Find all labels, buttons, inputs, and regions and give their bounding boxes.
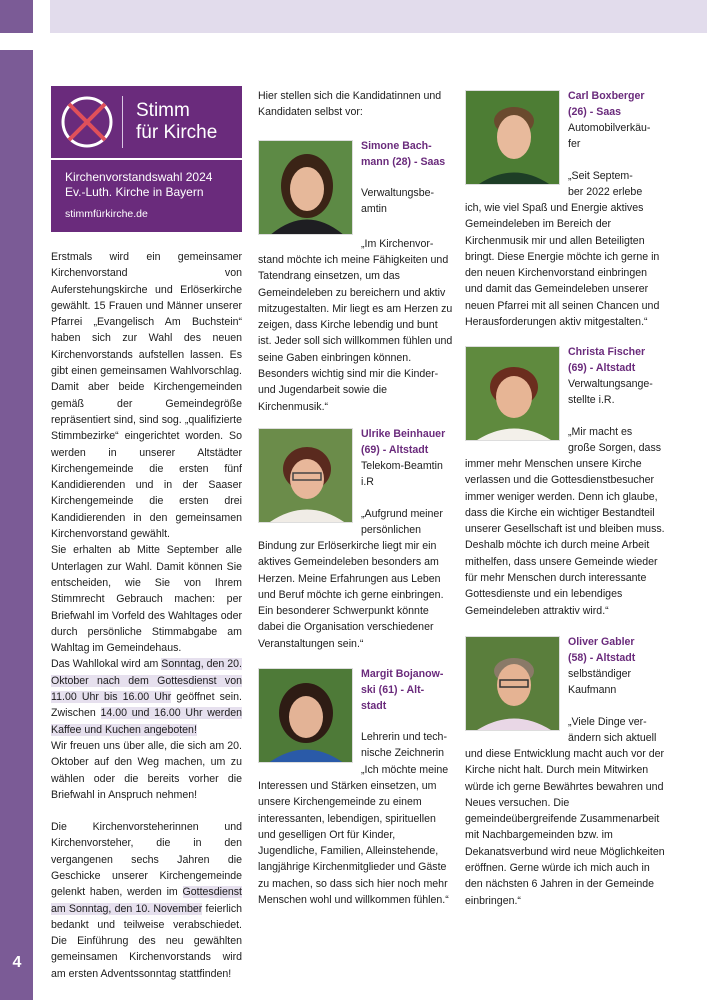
- portrait-icon: [466, 637, 560, 731]
- quote-margit: Interessen und Stärken einsetzen, um unsere Kirchengemeinde zu einem interessanten, lebendigen, spirituellen und geselligen Ort für Kinder, Jugendliche, Familien, Alleinstehende, langjährige Kirchenmitglieder und Gäste zu machen, so dass sich hier noch mehr Menschen wohl und willkommen fühlen.“: [258, 780, 449, 907]
- brand-name: [136, 100, 217, 144]
- candidate-role-carl: Automobilverkäu- fer: [568, 122, 651, 150]
- portrait-icon: [466, 91, 560, 185]
- banner-url: stimmfürkirche.de: [65, 208, 148, 220]
- candidate-name-christa: Christa Fischer (69) - Altstadt: [568, 346, 646, 374]
- quote-ulrike: Bindung zur Erlöserkirche liegt mir ein aktives Gemeindeleben besonders am Herzen. Meine Erfahrungen aus Leben und Beruf möchte ich gerne einbringen. Ein besonderer Schwerpunkt könnte dabei die Organisation verschiedener Veranstaltungen sein.“: [258, 540, 444, 650]
- highlight-date: Sonntag, den 20. Oktober nach dem Gottesdienst von 11.00 Uhr bis 16.00 Uhr: [51, 658, 242, 704]
- quote-start-carl: „Seit Septem- ber 2022 erlebe: [568, 170, 643, 199]
- candidate-role-margit: Lehrerin und tech- nische Zeichnerin: [361, 731, 447, 759]
- candidate-role-christa: Verwaltungsange- stellte i.R.: [568, 378, 653, 406]
- brand-line-1: Stimm: [136, 100, 190, 121]
- intro-paragraph-4: Wir freuen uns über alle, die sich am 20. Oktober auf den Weg machen, um zu wählen oder die bereits vorher die Briefwahl in Anspruch nehmen!: [51, 739, 242, 801]
- quote-start-margit: „Ich möchte meine: [361, 764, 449, 776]
- photo-ulrike: [258, 428, 353, 523]
- banner-title: [65, 170, 212, 200]
- candidates-intro: Hier stellen sich die Kandidatinnen und Kandidaten selbst vor:: [258, 90, 442, 119]
- candidate-name-carl: Carl Boxberger (26) - Saas: [568, 90, 645, 118]
- portrait-icon: [466, 347, 560, 441]
- intro-paragraph-1: Erstmals wird ein gemeinsamer Kirchenvorstand von Auferstehungskirche und Erlöserkirche gewählt. 15 Frauen und Männer unserer Pfarrei „Evangelisch Am Buchstein“ haben sich zur Wahl des neuen Kirchenvorstands aufstellen lassen. Es gibt einen gemeinsamen Wahlvorschlag. Damit aber beide Kirchengemeinden gemäß der Gemeindegröße repräsentiert sind, sind sog. „qualifizierte Stimmbezirke“ eingerichtet worden. So werden in unserer Altstädter Kirchengemeinde die ersten fünf Kandidierenden und in der Saaser Kirchengemeinde die ersten drei Kandidierenden in den gemeinsamen Kirchenvorstand gewählt.: [51, 251, 242, 541]
- quote-start-ulrike: „Aufgrund meiner persönlichen: [361, 508, 443, 537]
- banner-separator: [51, 158, 242, 160]
- corner-block: [0, 0, 33, 33]
- photo-oliver: [465, 636, 560, 731]
- quote-oliver: und diese Entwicklung macht auch vor der Kirche nicht halt. Durch mein Mitwirken würde ich gerne Bewährtes bewahren und Neues versuchen. Die gemeindeübergreifende Zusammenarbeit mit Nachbargemeinden bzw. im Dekanatsverbund wird neue Möglichkeiten eröffnen. Gerne würde ich mich auch in den nächsten 6 Jahren in der Gemeinde einbringen.“: [465, 748, 665, 907]
- candidate-name-ulrike: Ulrike Beinhauer (69) - Altstadt: [361, 428, 446, 456]
- photo-margit: [258, 668, 353, 763]
- portrait-icon: [259, 669, 353, 763]
- quote-simone: stand möchte ich meine Fähigkeiten und Tatendrang einsetzen, um das Gemeindeleben zu bereichern und aktiv mitzugestalten. Mir liegt es am Herzen zu zeigen, dass Kirche lebendig und bunt ist. Jeder soll sich willkommen fühlen und seine Gaben einbringen können. Besonders wichtig sind mir die Kinder- und Jugendarbeit sowie die Kirchenmusik.“: [258, 254, 453, 413]
- candidate-name-simone: Simone Bach- mann (28) - Saas: [361, 140, 446, 168]
- photo-christa: [465, 346, 560, 441]
- intro-paragraph-5: Die Kirchenvorsteherinnen und Kirchenvorsteher, die in den vergangenen sechs Jahren die Geschicke unserer Kirchengemeinde gelenkt haben, werden im Gottesdienst am Sonntag, den 10. November feierlich bedankt und teilweise verabschiedet. Die Einführung des neu gewählten gemeinsamen Kirchenvorstands wird am ersten Adventssonntag stattfinden!: [51, 821, 243, 980]
- portrait-icon: [259, 429, 353, 523]
- quote-start-oliver: „Viele Dinge ver- ändern sich aktuell: [568, 716, 657, 745]
- brand-line-2: für Kirche: [136, 122, 218, 143]
- banner-divider: [122, 96, 123, 148]
- highlight-service: Gottesdienst am Sonntag, den 10. November: [51, 886, 242, 915]
- portrait-icon: [259, 141, 353, 235]
- intro-paragraph-2: Sie erhalten ab Mitte September alle Unterlagen zur Wahl. Damit können Sie entscheiden, wie Sie von Ihrem Stimmrecht Gebrauch machen: per Briefwahl im Vorfeld des Wahltages oder durch persönliche Stimmabgabe am Wahltag im Gemeindehaus.: [51, 544, 242, 655]
- candidate-role-simone: Verwaltungsbe- amtin: [361, 187, 435, 215]
- quote-christa: immer mehr Menschen unsere Kirche verlassen und die Gottesdienstbesucher immer weniger werden. Denn ich glaube, dass die Kirche ein wichtiger Bestandteil unserer Gesellschaft ist und bleiben muss. Deshalb möchte ich durch meine Arbeit mithelfen, dass unsere Gemeinde wieder für mehr Menschen durch interessante Gottesdienste und ein lebendiges Gemeindeleben attraktiv wird.“: [465, 458, 665, 617]
- intro-paragraph-3: Das Wahllokal wird am Sonntag, den 20. Oktober nach dem Gottesdienst von 11.00 Uhr bis 16.00 Uhr geöffnet sein. Zwischen 14.00 und 16.00 Uhr werden Kaffee und Kuchen angeboten!: [51, 658, 242, 736]
- page-number: 4: [12, 954, 22, 971]
- candidate-role-oliver: selbständiger Kaufmann: [568, 668, 632, 696]
- candidate-name-oliver: Oliver Gabler (58) - Altstadt: [568, 636, 636, 664]
- page-sidebar: [0, 50, 33, 1000]
- banner-logo-area: [51, 86, 242, 158]
- ballot-cross-icon: [59, 94, 115, 150]
- banner-title-line-2: Ev.-Luth. Kirche in Bayern: [65, 185, 204, 199]
- election-banner: [51, 86, 242, 232]
- candidate-role-ulrike: Telekom-Beamtin i.R: [361, 460, 443, 488]
- candidate-name-margit: Margit Bojanow- ski (61) - Alt- stadt: [361, 668, 444, 712]
- highlight-coffee: 14.00 und 16.00 Uhr werden Kaffee und Kuchen angeboten!: [51, 707, 242, 736]
- intro-article: [51, 249, 242, 982]
- quote-start-simone: „Im Kirchenvor-: [361, 238, 434, 250]
- quote-start-christa: „Mir macht es große Sorgen, dass: [568, 426, 662, 455]
- photo-carl: [465, 90, 560, 185]
- photo-simone: [258, 140, 353, 235]
- quote-carl: ich, wie viel Spaß und Energie aktives Gemeindeleben im Bereich der Kirchenmusik mir und allen Beteiligten bringt. Diese Energie möchte ich gerne in den neuen Kirchenvorstand einbringen und damit das Gemeindeleben unserer neuen Pfarrei mit all seinen Chancen und Herausforderungen aktiv mitgestalten.“: [465, 202, 660, 329]
- banner-title-line-1: Kirchenvorstandswahl 2024: [65, 170, 213, 184]
- header-band: [50, 0, 707, 33]
